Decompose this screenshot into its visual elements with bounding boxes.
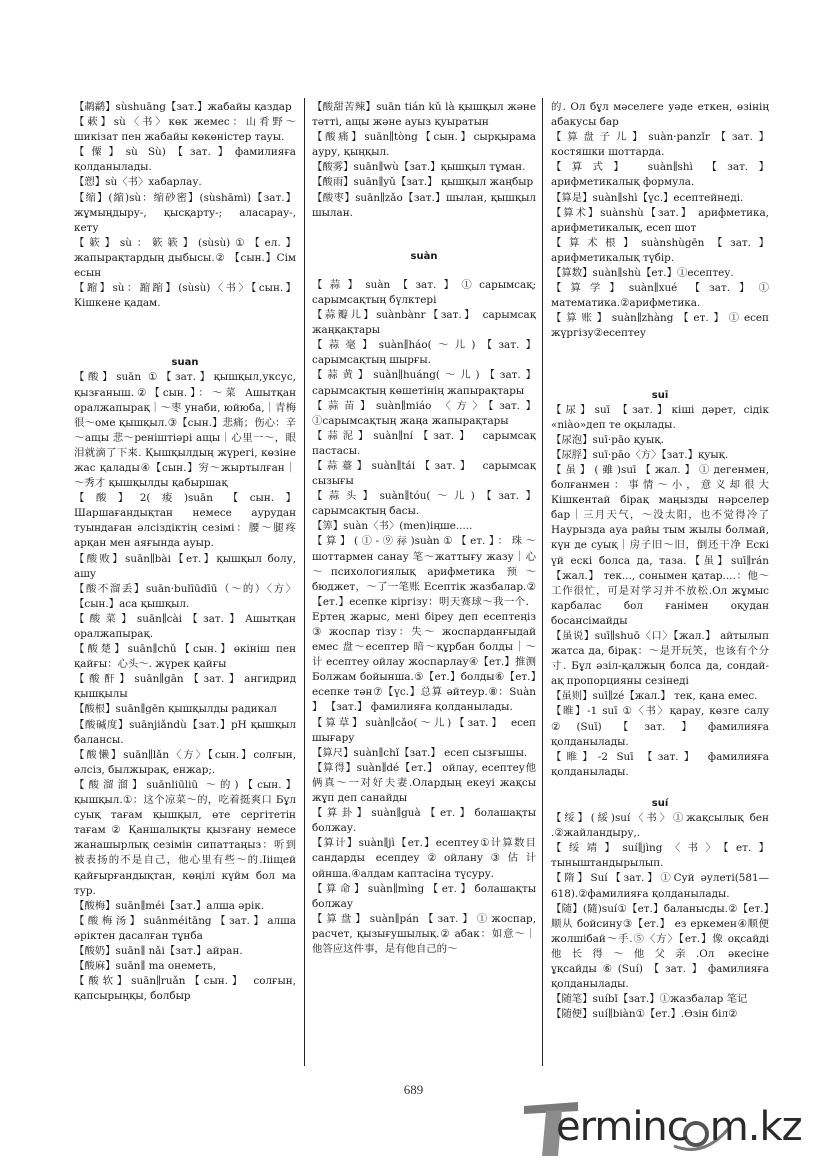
dictionary-entry: 【蒜头】suàn∥tóu(～儿)【зат.】сарымсақтың басы. <box>312 490 536 518</box>
dictionary-entry: 【算术根】suànshùgēn【зат.】 арифметикалық түбір. <box>551 236 769 264</box>
dictionary-entry: 【算盘】suàn∥pán【зат.】①жоспар, расчет, қызығушылық.② абак：如意～｜他答应这件事，是有他自己的～ <box>312 912 536 955</box>
dictionary-entry: 【随】(隨)suí①【ет.】баланысды.②【ет.】顺从 бойсину③【ет.】 ез еркемен④顺便 жолшібай～手.⑤〈方〉【ет.】像 оқсайді 他长得～他父亲.Ол әкесіне ұқсайды⑥(Suí)【зат.】фамилияға қолданылады. <box>551 902 769 991</box>
dictionary-entry: 【绥靖】suí∥jìng〈书〉【ет.】тыныштандырылып. <box>551 842 769 870</box>
dictionary-entry: 【酸酐】suān∥gān【зат.】ангидрид қышқылы <box>74 673 296 701</box>
dictionary-entry: 【算账】suàn∥zhàng【ет.】①есеп жүргізу②есептеу <box>551 312 769 340</box>
dictionary-entry: 【算命】suàn∥mìng【ет.】болашақты болжау <box>312 882 536 910</box>
dictionary-entry: 【蒜薹】suàn∥tái【зат.】 сарымсақ сызығы <box>312 459 536 488</box>
section-heading: suàn <box>410 250 438 262</box>
logo-text <box>556 1104 802 1150</box>
dictionary-entry: 【算得】suàn∥dé【ет.】 ойлау, есептеу他俩真～一对好夫妻.Олардың екеуі жақсы жұп деп санайды <box>312 761 536 805</box>
column-right <box>551 100 769 1022</box>
column-middle <box>312 100 536 957</box>
dictionary-entry: 【尿泡】suī·pāo қуық. <box>551 433 664 446</box>
dictionary-entry: 【虽】(雖)suī【жал.】①дегенмен, болғанмен：事情～小，意义却很大 Кішкентай бірақ маңызды нәрселер бар｜三月天气，～没太阳，也不觉得冷了 Наурызда ауа райы тым жылы болмай, күн де суық｜房子旧～旧，倒还干净 Ескі үй ескі болса да, таза.【虽】suī∥rán【жал.】 тек..., сонымен қатар....：他～工作很忙，可是对学习并不放松.Ол жұмыс карбалас бол ғанімен оқудан босансімайды <box>551 463 769 627</box>
dictionary-entry: 【算数】suàn∥shù【ет.】①есептеу. <box>551 267 734 280</box>
dictionary-entry: 【蒜泥】suàn∥ní【зат.】 сарымсақ пастасы. <box>312 429 536 457</box>
dictionary-entry: 【尿脬】suī·pāo〈方〉【зат.】қуық. <box>551 448 729 461</box>
dictionary-entry: 【绥】(綏)suí〈书〉①жақсылық бен .②жайландыру,. <box>551 812 769 840</box>
dictionary-entry: 【愬】sù〈书〉хабарлау. <box>74 176 202 189</box>
column-divider-left <box>304 98 305 1066</box>
dictionary-entry: 【随便】suí∥biàn①【ет.】.Өзін біл② <box>551 1008 738 1021</box>
spacer <box>312 264 536 278</box>
dictionary-entry: 【算式】 suàn∥shì 【зат.】 арифметикалық формула. <box>551 161 769 189</box>
dictionary-entry: 【筭】suàn〈书〉(men)іңше..... <box>312 520 473 533</box>
dictionary-entry: 【僳】sù Sù)【зат.】фамилияға қолданылады. <box>74 146 296 174</box>
dictionary-entry: 【酸】2(痠)suān 【сын.】 Шаршағандықтан немесе аурудан туындаған әлсіздіктің сезімі：腰～腿疼 арқан мен аяғында ауыр. <box>74 492 296 550</box>
dictionary-entry: 【蒜瓣儿】suànbànr【зат.】 сарымсақ жаңқақтары <box>312 309 536 337</box>
dictionary-entry: 【酸菜】suān∥cài【зат.】Ашытқан оралжапырақ. <box>74 612 296 640</box>
dictionary-entry: 【算学】suàn∥xué 【зат.】① математика.②арифметика. <box>551 282 769 310</box>
dictionary-entry: 【酸梅汤】suānméitāng【зат.】алша әріктен дасалған тұнба <box>74 914 296 942</box>
dictionary-entry: 【尿】suī 【зат.】кіші дәрет, сідік «niào»деп те оқылады. <box>551 403 769 431</box>
dictionary-entry: 【酸梅】suān∥méi【зат.】алша әрік. <box>74 899 265 912</box>
dictionary-entry: 【算】(①-⑨祘)suàn①【ет.】：珠～ шоттармен санау 笔～жаттығу жазу｜心～психологиялық арифметика 预～бюджет，～了一笔账 Есептік жазбалар.②【ет.】есепке кіргізу：明天赛球～我一个．Ертең жарыс, мені біреу деп есептеңіз ③ жоспар тізу：失～ жоспарданғыдай емес 盘～есептер 暗～құрбан болды｜～计 есептеу ойлау жоспарлау④【ет.】推测 Болжам бойынша.⑤【ет.】болды⑥【ет.】есепке тән⑦【үс.】总算 әйтеур.⑧：Suàn 】 【зат.】 фамилияға қолданылады. <box>312 535 536 714</box>
dictionary-entry: 【簌】sù：簌簌】(sùsù)①【ел.】жапырақтардың дыбысы.② 【сын.】Сім есын <box>74 236 296 280</box>
dictionary-entry: 【缩】(縮)sù：缩砂密】(sùshāmì)【зат.】жұмыңдыру-, қысқарту-; аласарау-, кету <box>74 191 296 234</box>
dictionary-entry: 【虽说】suī∥shuō〈口〉【жал.】 айтылып жатса да, бірақ：～是开玩笑，也该有个分寸. Бұл әзіл-қалжың болса да, сондай-ақ пропорцияны сезінеді <box>551 630 769 688</box>
dictionary-entry: 【酸懒】suān∥lǎn〈方〉【сын.】солғын, әлсіз, былжырақ, енжар;. <box>74 748 296 776</box>
column-left <box>74 100 296 1004</box>
dictionary-entry: 【酸不溜丢】suān·bulīūdīū（～的）〈方〉【сын.】аса қышқыл. <box>74 582 296 610</box>
dictionary-entry: 【算卦】suàn∥guà【ет.】болашақты болжау. <box>312 807 536 835</box>
dictionary-entry: 【算是】suàn∥shì【үс.】есептейнеді. <box>551 191 744 204</box>
dictionary-entry: 【酸甜苦辣】suān tián kǔ là қышқыл және тәтті, ащы және ауыз қуыратын <box>312 101 536 129</box>
logo-text-part2: m.kz <box>709 1104 802 1150</box>
dictionary-entry: 【随笔】suíbǐ【зат.】①жазбалар 笔记 <box>551 993 748 1006</box>
spacer <box>74 311 296 355</box>
dictionary-entry: 【算术】suànshù【зат.】 арифметика, арифметикалық, есеп шот <box>551 206 769 234</box>
dictionary-entry: 【虽则】suī∥zé【жал.】 тек, қана емес. <box>551 690 758 703</box>
dictionary-entry: 【酸麻】suān∥ ma онеметь, <box>74 960 217 973</box>
dictionary-entry: 【酸枣】suān∥zǎo【зат.】шылан, қышқыл шылан. <box>312 191 536 219</box>
dictionary-entry: 【酸雾】suān∥wù【зат.】қышқыл тұман. <box>312 161 526 174</box>
dictionary-entry: 【蔌】sù〈书〉көк жемес：山肴野～шикізат пен жабайы көкөністер тауы. <box>74 116 296 144</box>
dictionary-entry: 【隋】Suí【зат.】①Суй әулеті(581—618).②фамилияға қолданылады. <box>551 872 769 900</box>
dictionary-entry: 【酸碱度】suānjiǎndù【зат.】pH қышқыл балансы. <box>74 718 296 746</box>
dictionary-entry: 的. Ол бұл мәселеге уәде еткен, өзінің абакусы бар <box>551 101 769 129</box>
column-divider-right <box>542 98 543 1066</box>
logo-text-part1: erminc <box>556 1104 688 1150</box>
spacer <box>551 342 769 388</box>
section-heading: suī <box>651 389 669 401</box>
dictionary-entry: 【酸奶】suān∥ nǎi【зат.】айран. <box>74 944 243 957</box>
dictionary-entry: 【算尺】suàn∥chǐ【зат.】 есеп сызғышы. <box>312 746 528 759</box>
dictionary-entry: 【蒜毫】suàn∥háo(～儿)【зат.】сарымсақтың шырғы. <box>312 339 536 367</box>
dictionary-entry: 【酸软】suān∥ruǎn【сын.】 солғын, қапсырыңқы, болбыр <box>74 975 296 1003</box>
dictionary-entry: 【蒜苗】suàn∥miáo 〈方〉【зат.】①сарымсақтың жаңа жапырақтары <box>312 399 536 427</box>
spacer <box>551 780 769 796</box>
dictionary-entry: 【酸雨】suān∥yǔ【зат.】 қышқыл жаңбыр <box>312 176 534 189</box>
dictionary-entry: 【酸败】suān∥bài【ет.】қышқыл болу, ашу <box>74 552 296 580</box>
dictionary-entry: 【酸楚】suān∥chǔ【сын.】өкініш пен қайғы：心头～. жүрек қайғы <box>74 643 296 671</box>
dictionary-entry: 【酸痛】suān∥tòng【сын.】сырқырама ауру, қыңқыл. <box>312 131 536 159</box>
dictionary-entry: 【算计】suàn∥jì【ет.】есептеу①计算数目 сандарды есепдеу②ойлану③估计 ойнша.④алдам каптасіна түсуру. <box>312 837 536 880</box>
spacer <box>312 221 536 249</box>
dictionary-entry: 【酸根】suān∥gēn қышқылды радикал <box>74 703 277 716</box>
dictionary-entry: 【酸溜溜】suānliūliū ～的)【сын.】қышқыл.①：这个凉菜～的，吃着挺爽口 Бұл суық тағам қышқыл, өте сергітетін тағам ② Қаншалықты қызғану немесе жанашырлық сезімін сипаттаңыз：听到被表扬的不是自己，他心里有些～的.Іііщей қайғырғандықтан, көңілі күйм бол ма тур. <box>74 778 296 897</box>
section-heading: suí <box>651 797 669 809</box>
dictionary-entry: 【睢】-2 Suī 【зат.】 фамилияға қолданылады. <box>551 750 769 778</box>
dictionary-entry: 【睢】-1 suī ①〈书〉қарау, көзге салу ②(Suī)【зат.】фамилияға қолданылады. <box>551 705 769 748</box>
dictionary-entry: 【蹜】sù：蹜蹜】(sùsù)〈书〉【сын.】Кішкене қадам. <box>74 282 296 310</box>
section-heading: suan <box>171 357 199 369</box>
dictionary-entry: 【蒜】suàn【зат.】①сарымсақ; сарымсақтың бүлктері <box>312 278 536 306</box>
page-number: 689 <box>403 1082 424 1097</box>
dictionary-entry: 【酸】suān ①【зат.】қышқыл,уксус, қызғаныш.②【сын.】：～菜 Ашытқан оралжапырақ｜～枣 унаби, юйюба,｜青梅很～оме қышқыл.③【сын.】悲痛；伤心：辛～ащы 悲～реніштіәрі ащы｜心里一～，眼泪就滴了下来. Қышқылдың жүрегі, көзіне жас қалады④【сын.】穷～жыртылған｜～秀才 қышқылды қабыршақ <box>74 371 296 490</box>
dictionary-entry: 【蒜黄】suàn∥huáng(～儿)【зат.】сарымсақтың көшетінің жапырақтары <box>312 369 536 397</box>
dictionary-entry: 【算盘子儿】suàn·panzǐr【зат.】костяшки шоттарда. <box>551 131 769 159</box>
dictionary-entry: 【鹔鹴】sùshuāng【зат.】жабайы қаздар <box>74 101 292 113</box>
dictionary-entry: 【算草】suàn∥cǎo(～儿)【зат.】 есеп шығару <box>312 716 536 744</box>
